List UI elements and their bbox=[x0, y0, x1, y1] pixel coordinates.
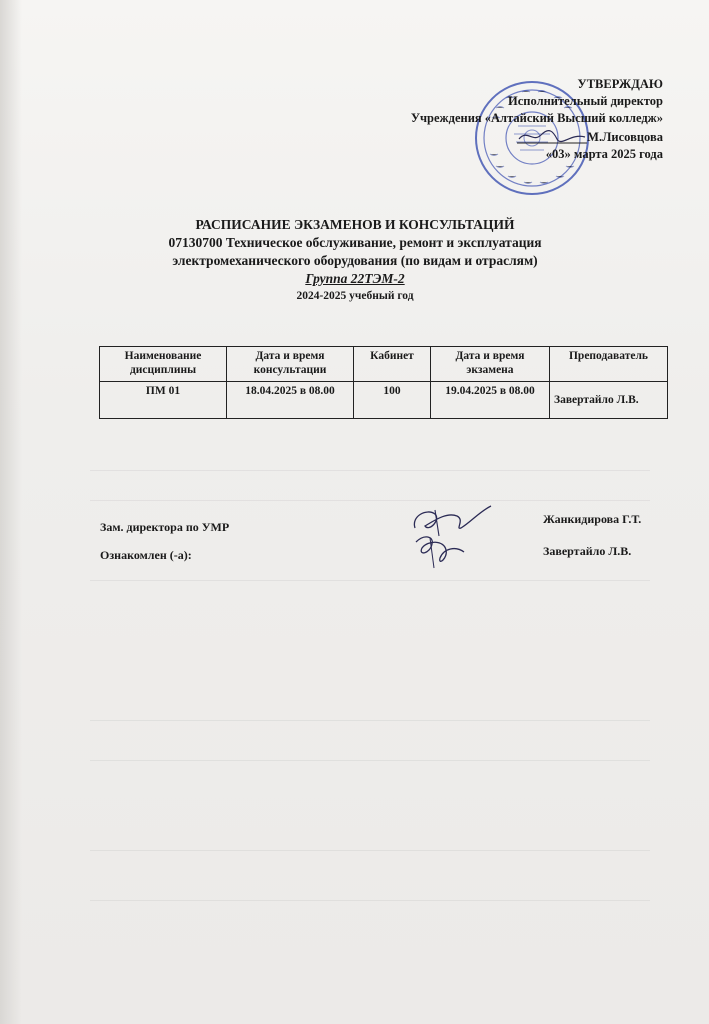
show-through-line bbox=[90, 900, 650, 901]
table-header-row bbox=[100, 347, 668, 382]
specialty-line-2: электромеханического оборудования (по видам и отраслям) bbox=[172, 253, 538, 268]
approval-block bbox=[333, 76, 663, 163]
header-room: Кабинет bbox=[354, 347, 431, 382]
academic-year: 2024-2025 учебный год bbox=[296, 290, 414, 302]
show-through-line bbox=[90, 500, 650, 501]
cell-exam: 19.04.2025 в 08.00 bbox=[431, 382, 550, 419]
acquainted-name: Завертайло Л.В. bbox=[543, 544, 632, 558]
approval-position: Исполнительный директор bbox=[508, 94, 663, 108]
acquainted-label: Ознакомлен (-а): bbox=[100, 548, 192, 562]
header-discipline: Наименование дисциплины bbox=[100, 347, 227, 382]
show-through-line bbox=[90, 720, 650, 721]
show-through-line bbox=[90, 470, 650, 471]
approval-date: «03» марта 2025 года bbox=[545, 147, 663, 161]
approval-signer-line bbox=[333, 127, 663, 146]
cell-discipline: ПМ 01 bbox=[100, 382, 227, 419]
cell-room: 100 bbox=[354, 382, 431, 419]
document-title: РАСПИСАНИЕ ЭКЗАМЕНОВ И КОНСУЛЬТАЦИЙ bbox=[195, 217, 515, 232]
approval-organization: Учреждения «Алтайский Высший колледж» bbox=[410, 111, 663, 125]
header-consultation: Дата и время консультации bbox=[227, 347, 354, 382]
show-through-line bbox=[90, 850, 650, 851]
cell-consultation: 18.04.2025 в 08.00 bbox=[227, 382, 354, 419]
cell-teacher: Завертайло Л.В. bbox=[550, 382, 668, 419]
header-teacher: Преподаватель bbox=[550, 347, 668, 382]
show-through-line bbox=[90, 760, 650, 761]
header-exam: Дата и время экзамена bbox=[431, 347, 550, 382]
acquainted-signature-icon bbox=[410, 528, 470, 572]
show-through-line bbox=[90, 580, 650, 581]
approval-signer: М.Лисовцова bbox=[587, 130, 663, 144]
table-row bbox=[100, 382, 668, 419]
group-name: Группа 22ТЭМ-2 bbox=[305, 271, 405, 286]
deputy-name: Жанкидирова Г.Т. bbox=[543, 512, 642, 526]
approval-heading: УТВЕРЖДАЮ bbox=[577, 77, 663, 91]
specialty-line-1: 07130700 Техническое обслуживание, ремонт и эксплуатация bbox=[168, 235, 542, 250]
exam-schedule-table bbox=[99, 346, 668, 419]
deputy-label: Зам. директора по УМР bbox=[100, 520, 230, 534]
approver-signature-icon bbox=[517, 127, 587, 145]
scan-edge-shadow bbox=[0, 0, 22, 1024]
document-title-block bbox=[60, 216, 650, 305]
